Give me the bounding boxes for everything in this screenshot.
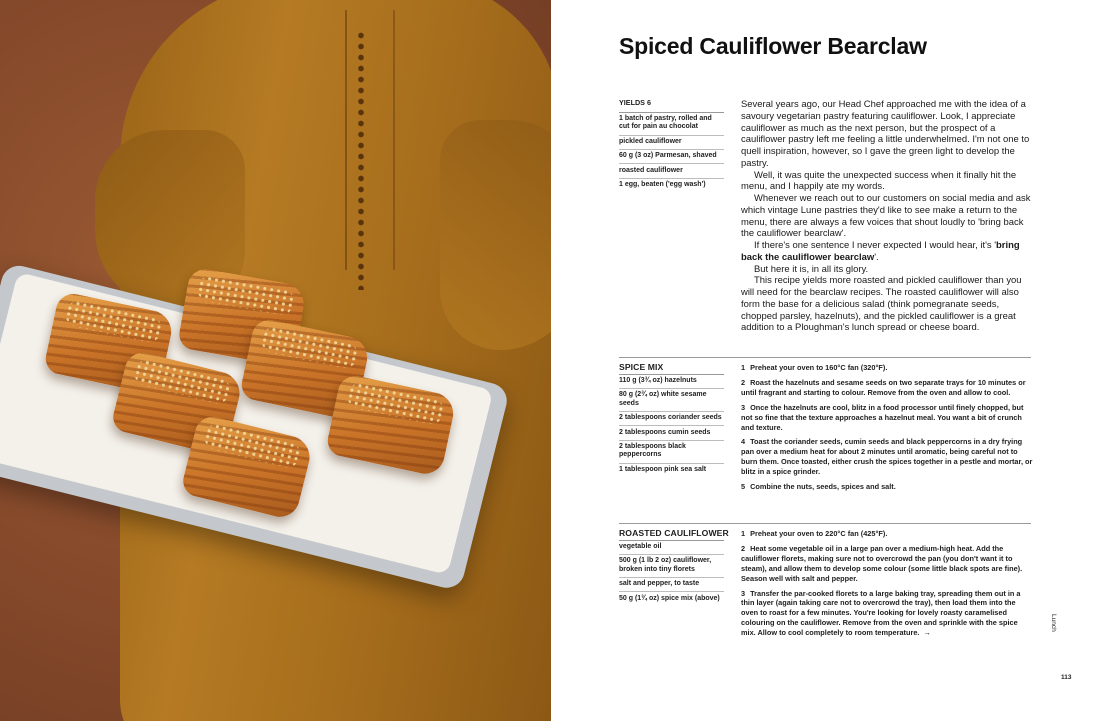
intro-text-part: If there's one sentence I never expected I would hear, it's '	[754, 240, 997, 251]
step-text: Toast the coriander seeds, cumin seeds and black peppercorns in a dry frying pan over a medium heat for about 2 minutes until aromatic, being careful not to burn them. Once toasted, either crush the spices together in a pestle and mortar, or blitz in a spice grinder.	[741, 437, 1033, 477]
recipe-title: Spiced Cauliflower Bearclaw	[619, 33, 927, 59]
spice-mix-heading: SPICE MIX	[619, 363, 724, 375]
page-number: 113	[1061, 674, 1072, 681]
ingredient-item: 60 g (3 oz) Parmesan, shaved	[619, 150, 724, 164]
method-step	[741, 378, 1033, 398]
section-divider	[619, 357, 1031, 358]
right-sleeve	[440, 120, 551, 350]
step-text: Preheat your oven to 160°C fan (320°F).	[750, 363, 888, 372]
step-number: 1	[741, 529, 746, 538]
step-number: 4	[741, 437, 746, 447]
continue-arrow-icon: →	[923, 628, 931, 638]
intro-bold-quote: bring back the cauliflower bearclaw	[741, 240, 1020, 263]
step-number: 3	[741, 588, 746, 598]
step-text: Preheat your oven to 220°C fan (425°F).	[750, 529, 888, 538]
spice-mix-method	[741, 363, 1033, 497]
ingredient-item: vegetable oil	[619, 541, 724, 555]
roasted-cauliflower-ingredients	[619, 528, 729, 606]
method-step	[741, 544, 1033, 584]
yields-label: YIELDS 6	[619, 99, 724, 113]
step-number: 1	[741, 363, 746, 372]
method-step	[741, 403, 1033, 433]
step-number: 5	[741, 482, 746, 492]
step-text: Combine the nuts, seeds, spices and salt.	[750, 482, 896, 492]
spice-mix-ingredients	[619, 363, 724, 477]
roasted-cauliflower-method	[741, 529, 1033, 643]
section-divider	[619, 523, 1031, 524]
ingredient-item: pickled cauliflower	[619, 136, 724, 150]
ingredient-item: 2 tablespoons cumin seeds	[619, 426, 724, 440]
ingredient-item: 500 g (1 lb 2 oz) cauliflower, broken into tiny florets	[619, 555, 724, 578]
method-step	[741, 529, 1033, 539]
ingredient-item: 1 batch of pastry, rolled and cut for pain au chocolat	[619, 113, 724, 136]
intro-paragraph: But here it is, in all its glory.	[754, 263, 869, 275]
yields-list	[619, 99, 724, 192]
step-number: 2	[741, 377, 746, 387]
ingredient-item: salt and pepper, to taste	[619, 578, 724, 592]
ingredient-item: roasted cauliflower	[619, 164, 724, 178]
intro-text-part: '.	[874, 251, 879, 263]
step-text: Once the hazelnuts are cool, blitz in a food processor until finely chopped, but not so fine that the texture approaches a hazelnut meal. You want a bit of crunch and texture.	[741, 402, 1024, 432]
ingredient-item: 2 tablespoons coriander seeds	[619, 412, 724, 426]
ingredient-item: 1 egg, beaten ('egg wash')	[619, 180, 706, 188]
method-step	[741, 482, 1033, 492]
step-number: 2	[741, 543, 746, 553]
step-text: Transfer the par-cooked florets to a large baking tray, spreading them out in a thin layer (again taking care not to overcrowd the tray), then load them into the oven to roast for a few minutes. You're looking for lovely roasty caramelised colouring on the cauliflower. Remove from the oven and sprinkle with the spice mix. Allow to cool completely to room temperature.	[741, 588, 1021, 638]
step-text: Roast the hazelnuts and sesame seeds on two separate trays for 10 minutes or until fragrant and starting to colour. Remove from the oven and allow to cool.	[741, 377, 1026, 397]
intro-paragraph	[741, 240, 1033, 264]
roasted-cauliflower-heading: ROASTED CAULIFLOWER	[619, 529, 724, 541]
step-number: 3	[741, 402, 746, 412]
ingredient-item: 50 g (1¾ oz) spice mix (above)	[619, 594, 720, 602]
intro-paragraph: This recipe yields more roasted and pickled cauliflower than you will need for the bearclaw recipes. The roasted cauliflower will also form the base for a delicious salad (think pomegranate seeds, chopped parsley, hazelnuts), and the pickled cauliflower is a great addition to a Ploughman's lunch spread or cheese board.	[741, 275, 1022, 334]
ingredient-item: 110 g (3¾ oz) hazelnuts	[619, 375, 724, 389]
intro-paragraph: Whenever we reach out to our customers on social media and ask which vintage Lune pastries they'd like to see make a return to the menu, there are always a few voices that shout loudly to 'bring back the cauliflower bearclaw'.	[741, 193, 1031, 240]
method-step	[741, 437, 1033, 477]
recipe-page	[551, 0, 1100, 721]
ingredient-item: 2 tablespoons black peppercorns	[619, 441, 724, 464]
step-text: Heat some vegetable oil in a large pan over a medium-high heat. Add the cauliflower florets, making sure not to overcrowd the pan (you don't want it to steam), and allow them to develop some colour (some little black spots are fine). Season well with salt and pepper.	[741, 543, 1023, 583]
intro-text	[741, 99, 1033, 334]
method-step	[741, 363, 1033, 373]
ingredient-item: 1 tablespoon pink sea salt	[619, 465, 707, 473]
intro-paragraph: Several years ago, our Head Chef approached me with the idea of a savoury vegetarian pastry featuring cauliflower. Look, I appreciate cauliflower as much as the next person, but the prospect of a cauliflower pastry left me feeling a little underwhelmed. I'm not one to quell inspiration, however, so I gave the green light to develop the pastry.	[741, 99, 1030, 169]
intro-paragraph: Well, it was quite the unexpected success when it finally hit the menu, and I happily ate my words.	[741, 169, 1017, 193]
method-step	[741, 589, 1033, 639]
section-side-label: Lunch	[1050, 614, 1057, 632]
dress-placket	[345, 10, 395, 270]
ingredient-item: 80 g (2¾ oz) white sesame seeds	[619, 389, 724, 412]
dress-buttons	[356, 30, 366, 290]
